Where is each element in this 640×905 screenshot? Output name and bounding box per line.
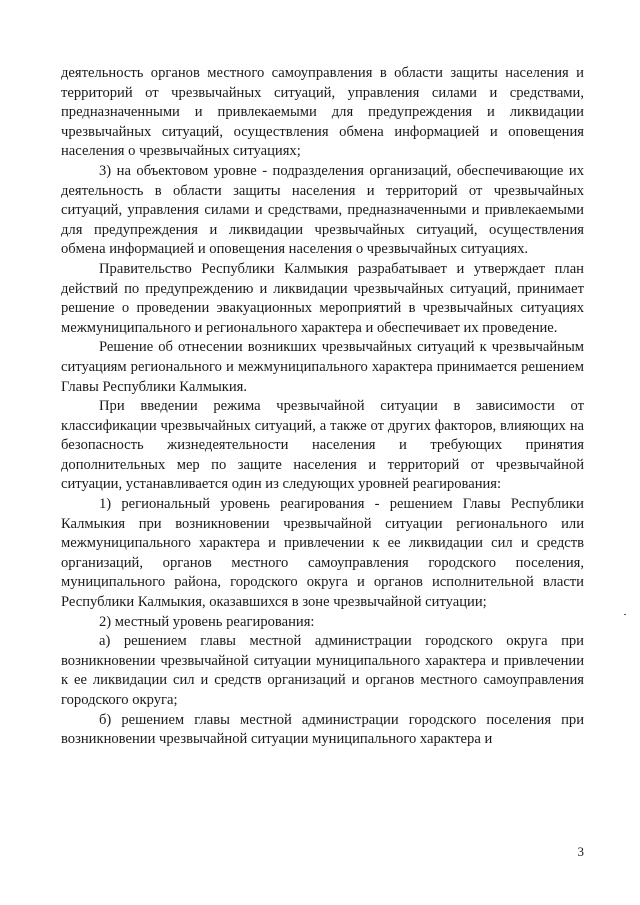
paragraph-object-level: 3) на объектовом уровне - подразделения организаций, обеспечивающие их деятельность в области защиты населения и территорий от чрезвычайных ситуаций, управления силами и средствами, предназначенными и привлекаемыми для предупреждения и ликвидации чрезвычайных ситуаций, осуществления обмена информацией и оповещения населения о чрезвычайных ситуациях. bbox=[61, 162, 584, 258]
margin-mark bbox=[624, 614, 626, 615]
paragraph-government-plan: Правительство Республики Калмыкия разрабатывает и утверждает план действий по предупреждению и ликвидации чрезвычайных ситуаций, принимает решение о проведении эвакуационных мероприятий в чрезвычайных ситуациях межмуниципального и регионального характера и обеспечивает их проведение. bbox=[61, 260, 584, 336]
paragraph-continuation: деятельность органов местного самоуправления в области защиты населения и территорий от чрезвычайных ситуаций, управления силами и средствами, предназначенными и привлекаемыми для предупреждения и ликвидации чрезвычайных ситуаций, осуществления обмена информацией и оповещения населения о чрезвычайных ситуациях; bbox=[61, 65, 584, 160]
paragraph-local-response-a: а) решением главы местной администрации городского округа при возникновении чрезвычайной ситуации муниципального характера и привлечении к ее ликвидации сил и средств организаций и органов местного самоуправления городского округа; bbox=[61, 633, 584, 708]
paragraph-local-response-b: б) решением главы местной администрации городского поселения при возникновении чрезвычайной ситуации муниципального характера и bbox=[61, 711, 584, 748]
paragraph-classification-decision: Решение об отнесении возникших чрезвычайных ситуаций к чрезвычайным ситуациям регионального и межмуниципального характера принимается решением Главы Республики Калмыкия. bbox=[61, 339, 584, 395]
paragraph-regional-response: 1) региональный уровень реагирования - решением Главы Республики Калмыкия при возникновении чрезвычайной ситуации регионального или межмуниципального характера и привлечении к ее ликвидации сил и средств организаций, органов местного самоуправления городского поселения, муниципального района, городского округа и органов исполнительной власти Республики Калмыкия, оказавшихся в зоне чрезвычайной ситуации; bbox=[61, 496, 584, 611]
paragraph-local-response: 2) местный уровень реагирования: bbox=[99, 613, 315, 630]
page-number: 3 bbox=[577, 844, 584, 859]
document-body bbox=[61, 64, 584, 750]
paragraph-emergency-regime: При введении режима чрезвычайной ситуации в зависимости от классификации чрезвычайных ситуаций, а также от других факторов, влияющих на безопасность жизнедеятельности населения и требующих принятия дополнительных мер по защите населения и территорий от чрезвычайной ситуации, устанавливается один из следующих уровней реагирования: bbox=[61, 398, 584, 493]
